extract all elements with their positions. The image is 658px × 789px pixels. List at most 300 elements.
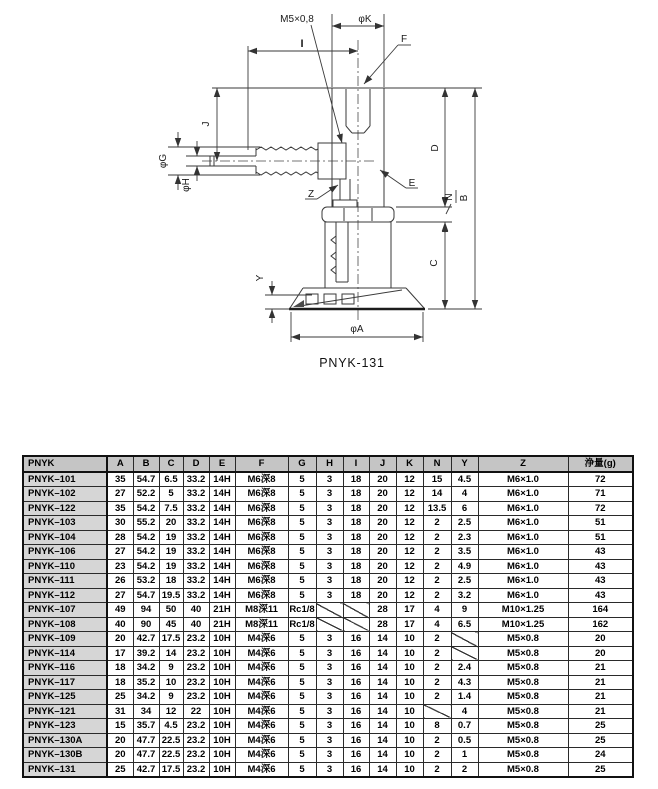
label-dim-b: B (459, 194, 470, 202)
value-cell: 30 (107, 516, 133, 531)
value-cell: 0.7 (451, 719, 478, 734)
value-cell: 23.2 (183, 661, 209, 676)
table-row (23, 617, 633, 632)
empty-slash-cell (451, 632, 478, 647)
value-cell: 17.5 (159, 632, 183, 647)
column-header-n: N (423, 456, 451, 472)
value-cell: 21 (568, 661, 633, 676)
value-cell: M8深11 (235, 603, 288, 618)
value-cell: M6深8 (235, 472, 288, 487)
label-dim-f: F (400, 34, 408, 45)
part-number-cell: PNYK–125 (23, 690, 107, 705)
value-cell: 10H (209, 704, 235, 719)
value-cell: 35.2 (133, 675, 159, 690)
table-row (23, 733, 633, 748)
value-cell: Rc1/8 (289, 618, 315, 630)
value-cell: 20 (568, 632, 633, 647)
value-cell: 5 (288, 559, 316, 574)
value-cell: 4.5 (451, 472, 478, 487)
value-cell: M5×0.8 (478, 690, 568, 705)
part-number-cell: PNYK–130A (23, 733, 107, 748)
label-dim-e: E (408, 178, 416, 189)
dimension-lines (178, 26, 475, 337)
value-cell: 54.2 (133, 559, 159, 574)
value-cell: 12 (396, 516, 423, 531)
value-cell: M5×0.8 (478, 748, 568, 763)
value-cell: 19 (159, 559, 183, 574)
value-cell: 4.3 (451, 675, 478, 690)
value-cell: 18 (343, 574, 369, 589)
value-cell: 5 (288, 646, 316, 661)
value-cell: 26 (107, 574, 133, 589)
value-cell: 22 (183, 704, 209, 719)
value-cell: M5×0.8 (478, 733, 568, 748)
value-cell: 3 (316, 472, 343, 487)
value-cell: 33.2 (183, 487, 209, 502)
value-cell: 10 (159, 675, 183, 690)
value-cell: 50 (159, 603, 183, 618)
value-cell: 2.4 (451, 661, 478, 676)
value-cell: 2 (423, 762, 451, 777)
value-cell: 5 (288, 632, 316, 647)
value-cell: 2 (423, 661, 451, 676)
value-cell: 28 (369, 603, 396, 618)
value-cell: 54.2 (133, 545, 159, 560)
value-cell: 16 (343, 690, 369, 705)
table-header-row (23, 456, 633, 472)
value-cell: M5×0.8 (478, 704, 568, 719)
value-cell: M4深6 (235, 690, 288, 705)
value-cell: 14H (209, 530, 235, 545)
value-cell: 3 (316, 574, 343, 589)
value-cell: 42.7 (133, 632, 159, 647)
column-header-i: I (343, 456, 369, 472)
value-cell: 21 (568, 690, 633, 705)
value-cell: M5×0.8 (478, 719, 568, 734)
part-number-cell: PNYK–114 (23, 646, 107, 661)
value-cell: 25 (568, 719, 633, 734)
value-cell: 5 (288, 704, 316, 719)
value-cell: 14 (369, 748, 396, 763)
value-cell: 35 (107, 472, 133, 487)
value-cell: M4深6 (235, 675, 288, 690)
label-dim-g: φG (158, 153, 169, 169)
column-header-y: Y (451, 456, 478, 472)
value-cell: 20 (159, 516, 183, 531)
value-cell: 33.2 (183, 472, 209, 487)
label-dim-h: φH (181, 178, 192, 192)
value-cell: M5×0.8 (478, 762, 568, 777)
value-cell: 43 (568, 545, 633, 560)
value-cell: 43 (568, 574, 633, 589)
value-cell: 18 (343, 545, 369, 560)
value-cell: 18 (343, 487, 369, 502)
column-header-j: J (369, 456, 396, 472)
column-header-pnyk: PNYK (23, 456, 107, 472)
value-cell: M6深8 (235, 501, 288, 516)
value-cell: 24 (568, 748, 633, 763)
value-cell: 12 (396, 530, 423, 545)
value-cell: 18 (343, 516, 369, 531)
value-cell: M4深6 (235, 632, 288, 647)
empty-slash-cell (423, 704, 451, 719)
value-cell: M4深6 (235, 661, 288, 676)
part-number-cell: PNYK–112 (23, 588, 107, 603)
value-cell: 3 (316, 661, 343, 676)
value-cell: 18 (159, 574, 183, 589)
value-cell: 33.2 (183, 545, 209, 560)
value-cell: M4深6 (235, 733, 288, 748)
value-cell: 5 (288, 762, 316, 777)
value-cell: M6×1.0 (478, 501, 568, 516)
value-cell: 14H (209, 501, 235, 516)
value-cell: M4深6 (235, 762, 288, 777)
part-number-cell: PNYK–121 (23, 704, 107, 719)
value-cell: 2 (423, 733, 451, 748)
value-cell: 3 (316, 690, 343, 705)
part-number-cell: PNYK–102 (23, 487, 107, 502)
value-cell: 2 (423, 588, 451, 603)
part-number-cell: PNYK–117 (23, 675, 107, 690)
label-dim-y: Y (255, 274, 266, 282)
value-cell: M6深8 (235, 530, 288, 545)
value-cell: M6×1.0 (478, 588, 568, 603)
part-number-cell: PNYK–131 (23, 762, 107, 777)
value-cell: M10×1.25 (478, 617, 568, 632)
label-dim-c: C (429, 259, 440, 267)
value-cell: 5 (288, 516, 316, 531)
value-cell: 12 (396, 559, 423, 574)
value-cell: 10H (209, 675, 235, 690)
extension-lines (168, 14, 482, 342)
value-cell: 72 (568, 472, 633, 487)
value-cell: 20 (369, 559, 396, 574)
value-cell: 162 (568, 617, 633, 632)
value-cell: 16 (343, 646, 369, 661)
value-cell: 20 (369, 588, 396, 603)
value-cell: 14H (209, 588, 235, 603)
value-cell: 15 (107, 719, 133, 734)
column-header-g: G (288, 456, 316, 472)
value-cell: 3 (316, 530, 343, 545)
value-cell: 2 (423, 516, 451, 531)
label-thread-top: M5×0,8 (280, 14, 314, 25)
value-cell: 40 (183, 603, 209, 618)
value-cell: M6×1.0 (478, 545, 568, 560)
value-cell: 10H (209, 748, 235, 763)
value-cell: 3 (316, 501, 343, 516)
value-cell: 5 (288, 501, 316, 516)
value-cell: 18 (343, 472, 369, 487)
value-cell: 2.3 (451, 530, 478, 545)
value-cell: M6深8 (235, 559, 288, 574)
value-cell: 14H (209, 559, 235, 574)
value-cell: 2 (423, 748, 451, 763)
table-row (23, 588, 633, 603)
value-cell: 12 (396, 487, 423, 502)
value-cell: 31 (107, 704, 133, 719)
value-cell: 71 (568, 487, 633, 502)
table-row (23, 516, 633, 531)
value-cell: 10 (396, 719, 423, 734)
part-number-cell: PNYK–108 (23, 617, 107, 632)
value-cell: 20 (369, 472, 396, 487)
value-cell: 20 (568, 646, 633, 661)
value-cell: M6×1.0 (478, 574, 568, 589)
table-row (23, 690, 633, 705)
value-cell: 10 (396, 632, 423, 647)
column-header-z: Z (478, 456, 568, 472)
value-cell: 54.2 (133, 530, 159, 545)
value-cell: 12 (159, 704, 183, 719)
value-cell: 2 (423, 675, 451, 690)
empty-slash-cell (451, 646, 478, 661)
value-cell: 20 (107, 733, 133, 748)
value-cell: 12 (396, 588, 423, 603)
value-cell: 3 (316, 545, 343, 560)
label-dim-a: φA (350, 324, 364, 335)
value-cell: 9 (159, 661, 183, 676)
label-dim-n: N (444, 193, 455, 201)
value-cell: 14 (369, 675, 396, 690)
value-cell: 2.5 (451, 574, 478, 589)
value-cell: M5×0.8 (478, 646, 568, 661)
value-cell: 10 (396, 748, 423, 763)
value-cell: 5 (288, 661, 316, 676)
value-cell: 14 (369, 733, 396, 748)
value-cell: 10 (396, 661, 423, 676)
value-cell: 4.5 (159, 719, 183, 734)
value-cell: 19 (159, 545, 183, 560)
value-cell: M6深8 (235, 516, 288, 531)
table-row (23, 472, 633, 487)
value-cell: 14 (369, 762, 396, 777)
value-cell: 35 (107, 501, 133, 516)
value-cell: M5×0.8 (478, 675, 568, 690)
value-cell: M8深11 (235, 617, 288, 632)
value-cell: 52.2 (133, 487, 159, 502)
empty-slash-cell (343, 603, 369, 618)
value-cell: 14H (209, 574, 235, 589)
value-cell: 5 (288, 719, 316, 734)
value-cell: 4.9 (451, 559, 478, 574)
value-cell: 1 (451, 748, 478, 763)
table-row (23, 748, 633, 763)
value-cell: 18 (107, 675, 133, 690)
value-cell: 16 (343, 675, 369, 690)
value-cell: 14H (209, 516, 235, 531)
value-cell: 3.5 (451, 545, 478, 560)
table-row (23, 574, 633, 589)
value-cell: 22.5 (159, 748, 183, 763)
part-number-cell: PNYK–123 (23, 719, 107, 734)
value-cell: 40 (107, 617, 133, 632)
value-cell: 5 (288, 690, 316, 705)
value-cell: 10H (209, 661, 235, 676)
value-cell: M5×0.8 (478, 661, 568, 676)
part-number-cell: PNYK–107 (23, 603, 107, 618)
leader-lines (305, 25, 456, 214)
value-cell: M4深6 (235, 704, 288, 719)
value-cell: M4深6 (235, 719, 288, 734)
value-cell: 25 (568, 762, 633, 777)
value-cell: 23.2 (183, 690, 209, 705)
table-row (23, 762, 633, 777)
value-cell: 4 (451, 704, 478, 719)
value-cell: 12 (396, 501, 423, 516)
value-cell: 3 (316, 704, 343, 719)
value-cell: 27 (107, 545, 133, 560)
value-cell: 54.7 (133, 588, 159, 603)
value-cell: M6×1.0 (478, 487, 568, 502)
value-cell: 16 (343, 661, 369, 676)
value-cell: 10H (209, 632, 235, 647)
value-cell: 2 (451, 762, 478, 777)
value-cell: 9 (159, 690, 183, 705)
part-number-cell: PNYK–104 (23, 530, 107, 545)
value-cell: M6深8 (235, 545, 288, 560)
value-cell: 10 (396, 675, 423, 690)
value-cell: 28 (107, 530, 133, 545)
value-cell: 10H (209, 719, 235, 734)
value-cell: 1.4 (451, 690, 478, 705)
value-cell: 39.2 (133, 646, 159, 661)
value-cell: M6×1.0 (478, 559, 568, 574)
value-cell: 20 (369, 501, 396, 516)
value-cell: 51 (568, 516, 633, 531)
value-cell: 5 (288, 487, 316, 502)
value-cell: 33.2 (183, 530, 209, 545)
value-cell: 4 (423, 617, 451, 632)
value-cell: M6×1.0 (478, 530, 568, 545)
table-body (23, 472, 633, 778)
table-row (23, 545, 633, 560)
value-cell: 17 (396, 617, 423, 632)
value-cell: 3 (316, 748, 343, 763)
value-cell: 15 (423, 472, 451, 487)
value-cell: 5 (288, 733, 316, 748)
value-cell: M5×0.8 (478, 632, 568, 647)
value-cell: 10 (396, 762, 423, 777)
value-cell: 5 (159, 487, 183, 502)
value-cell: 14H (209, 487, 235, 502)
value-cell: 164 (568, 603, 633, 618)
suction-pad (289, 288, 425, 309)
table-row (23, 632, 633, 647)
value-cell: 14 (369, 646, 396, 661)
value-cell: 17.5 (159, 762, 183, 777)
value-cell: 33.2 (183, 574, 209, 589)
value-cell: 47.7 (133, 748, 159, 763)
value-cell: 5 (288, 545, 316, 560)
part-number-cell: PNYK–111 (23, 574, 107, 589)
value-cell: 20 (369, 545, 396, 560)
value-cell: 72 (568, 501, 633, 516)
label-dim-d: D (430, 144, 441, 152)
table-row (23, 501, 633, 516)
value-cell: 13.5 (423, 501, 451, 516)
label-dim-i: I (300, 38, 304, 50)
table-row (23, 704, 633, 719)
value-cell: 17 (396, 603, 423, 618)
value-cell: 3 (316, 632, 343, 647)
dimensions-table (22, 455, 634, 778)
value-cell: 10 (396, 733, 423, 748)
value-cell: 12 (396, 574, 423, 589)
value-cell: 25 (107, 762, 133, 777)
value-cell: M4深6 (235, 748, 288, 763)
value-cell: 27 (107, 487, 133, 502)
value-cell: M4深6 (235, 646, 288, 661)
value-cell: 10 (396, 704, 423, 719)
value-cell: 20 (369, 530, 396, 545)
value-cell: 2 (423, 530, 451, 545)
value-cell: 10 (396, 690, 423, 705)
column-header-b: B (133, 456, 159, 472)
part-number-cell: PNYK–116 (23, 661, 107, 676)
value-cell: 3 (316, 719, 343, 734)
value-cell: 90 (133, 617, 159, 632)
column-header-e: E (209, 456, 235, 472)
value-cell: 5 (288, 472, 316, 487)
value-cell: 23.2 (183, 748, 209, 763)
value-cell: 23.2 (183, 675, 209, 690)
value-cell: 3 (316, 588, 343, 603)
value-cell: M6×1.0 (478, 516, 568, 531)
value-cell: 34.2 (133, 690, 159, 705)
value-cell: 3 (316, 733, 343, 748)
value-cell: 17 (107, 646, 133, 661)
value-cell: 20 (369, 516, 396, 531)
value-cell: 19.5 (159, 588, 183, 603)
table-row (23, 559, 633, 574)
value-cell: 3 (316, 762, 343, 777)
value-cell: 18 (343, 588, 369, 603)
value-cell: 10 (396, 646, 423, 661)
value-cell: 33.2 (183, 501, 209, 516)
value-cell: 25 (107, 690, 133, 705)
value-cell: 21 (568, 704, 633, 719)
value-cell: 53.2 (133, 574, 159, 589)
value-cell: 10H (209, 646, 235, 661)
value-cell: 21H (209, 617, 235, 632)
column-header-g: 浄量(g) (568, 456, 633, 472)
value-cell: 6.5 (159, 472, 183, 487)
column-header-c: C (159, 456, 183, 472)
value-cell: 19 (159, 530, 183, 545)
value-cell: 21H (209, 603, 235, 618)
part-number-cell: PNYK–122 (23, 501, 107, 516)
empty-slash-cell (316, 603, 343, 618)
value-cell: 27 (107, 588, 133, 603)
table-head (23, 456, 633, 472)
value-cell: 3.2 (451, 588, 478, 603)
label-dim-z: Z (307, 189, 315, 200)
part-number-cell: PNYK–130B (23, 748, 107, 763)
empty-slash-cell (316, 617, 343, 632)
value-cell: 43 (568, 559, 633, 574)
value-cell: 42.7 (133, 762, 159, 777)
value-cell: 14 (369, 690, 396, 705)
value-cell: 4 (451, 487, 478, 502)
value-cell: 47.7 (133, 733, 159, 748)
table-row (23, 675, 633, 690)
table-row (23, 603, 633, 618)
table-row (23, 661, 633, 676)
value-cell: 28 (369, 617, 396, 632)
value-cell: 14 (369, 719, 396, 734)
value-cell: 49 (107, 603, 133, 618)
